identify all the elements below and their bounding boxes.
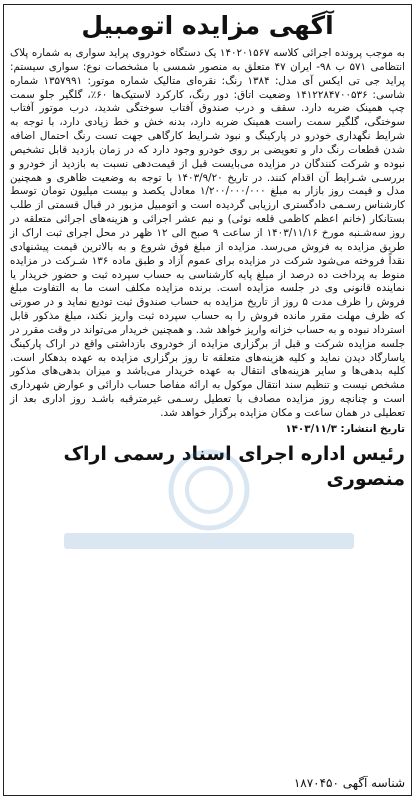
ad-id-value: ۱۸۷۰۴۵۰ bbox=[293, 776, 339, 790]
notice-page bbox=[3, 4, 412, 796]
ad-id bbox=[10, 775, 405, 791]
ad-id-label: شناسه آگهی bbox=[342, 776, 405, 790]
signature-title: رئیس اداره اجرای اسناد رسمی اراک bbox=[63, 442, 405, 465]
notice-body bbox=[10, 47, 405, 421]
publish-date bbox=[10, 422, 405, 436]
signature-block bbox=[10, 442, 405, 492]
publish-date-label: تاریخ انتشار: bbox=[340, 422, 405, 435]
notice-title: آگهی مزایده اتومبیل bbox=[81, 11, 334, 40]
publish-date-value: ۱۴۰۳/۱۱/۳ bbox=[285, 422, 337, 435]
notice-paragraph: به موجب پرونده اجرائی کلاسه ۱۴۰۲۰۱۵۶۷ یک دستگاه خودروی پراید سواری به شماره پلاک انتظامی ۵۷۱ ب ۹۸- ایران ۴۷ متعلق به منصور شمسی با مشخصات نوع: سواری سیستم: پراید جی تی ایکس آی مدل: ۱۳۸۴ رنگ: نقره‌ای متالیک شماره موتور: ۱۳۵۷۹۹۱ شماره شاسی: ۱۴۱۲۲۸۴۷۰۰۵۳۶ وضعیت اتاق: دور رنگ، کارکرد لاستیک‌ها ۶۰٪، گلگیر جلو سمت چپ همینک ضربه دارد. سقف و درب صندوق آفتاب سوختگی شدید، درب موتور آفتاب سوختگی، گلگیر سمت راست همینک ضربه دارد، بدنه خش و خط زیادی دارد، با توجه به شرایط نگهداری خودرو در پارکینگ و نبود شـرایط کارگاهی جهت تست رنگ احتمال اضافه شدن قطعات رنگ دار و تعویضی بر روی خودرو وجود دارد که در زمان بازدید قابل تشخیص نبوده و شرکت کنندگان در مزایده می‌بایست قبل از قیمت‌دهی نسبت به بازدید از خودرو و بررسـی شـرایط آن اقدام کنند. در تاریخ ۱۴۰۳/۹/۲۰ با توجه به وضعیت ظاهری و همچنین مدل و قیمت روز بازار به مبلغ ۱/۲۰۰/۰۰۰/۰۰۰ معادل یکصد و بیست میلیون تومان توسط کارشناس رسـمی دادگستری ارزیابی گردیده است و اتومبیل مزبور در قبال قسمتی از طلب بستانکار (خانم اعظم کاظمی قلعه نوئی) و نیم عشر اجرائی و هزینه‌های اجرائی متعلقه در روز سه‌شـنبه مورخ ۱۴۰۳/۱۱/۱۶ از ساعت ۹ صبح الی ۱۲ ظهر در محل اجرای ثبت اراک از طریق مزایده به فروش می‌رسد. مزایده از مبلغ فوق شروع و به بالاترین قیمت پیشنهادی نقداً فروخته می‌شود شرکت در مزایده برای عموم آزاد و طبق ماده ۱۳۶ شـرکت در مزایده منوط به پرداخت ده درصد از مبلغ پایه کارشناسی به حساب سپرده ثبت و حضور خریدار یا نماینده قانونی وی در جلسه مزایده است. برنده مزایده مکلف است ما به التفاوت مبلغ فروش را ظرف مدت ۵ روز از تاریخ مزایده به حساب صندوق ثبت تودیع نماید و در صورتی که ظرف مهلت مقرر مانده فروش را به حساب سپرده ثبت واریز نکند، مبلغ مذکور قابل استرداد نبوده و به حساب خزانه واریز خواهد شد. و همچنین خریدار می‌تواند در وقت مقرر در جلسه مزایده شرکت و قبل از برگزاری مزایده از خودروی بازداشتی واقع در اراک پارکینگ یاسارگاد دیدن نماید و کلیه هزینه‌های متعلقه تا روز برگزاری مزایده به عهده بدهکار است. کلیه بدهی‌ها و سایر هزینه‌های انتقال به عهده خریدار می‌باشد و میزان بدهی‌های مذکور مشخص نیست و تنظیم سند انتقال موکول به ارائه مفاصا حساب دارائی و عوارض شهرداری است و چنانچه روز مزایده مصادف با تعطیل رسـمی غیرمترقبه باشـد روز اداری بعد از تعطیلی در همان ساعت و مکان مزایده برگزار خواهد شد. bbox=[10, 47, 405, 419]
signature-name: منصوری bbox=[326, 467, 405, 490]
